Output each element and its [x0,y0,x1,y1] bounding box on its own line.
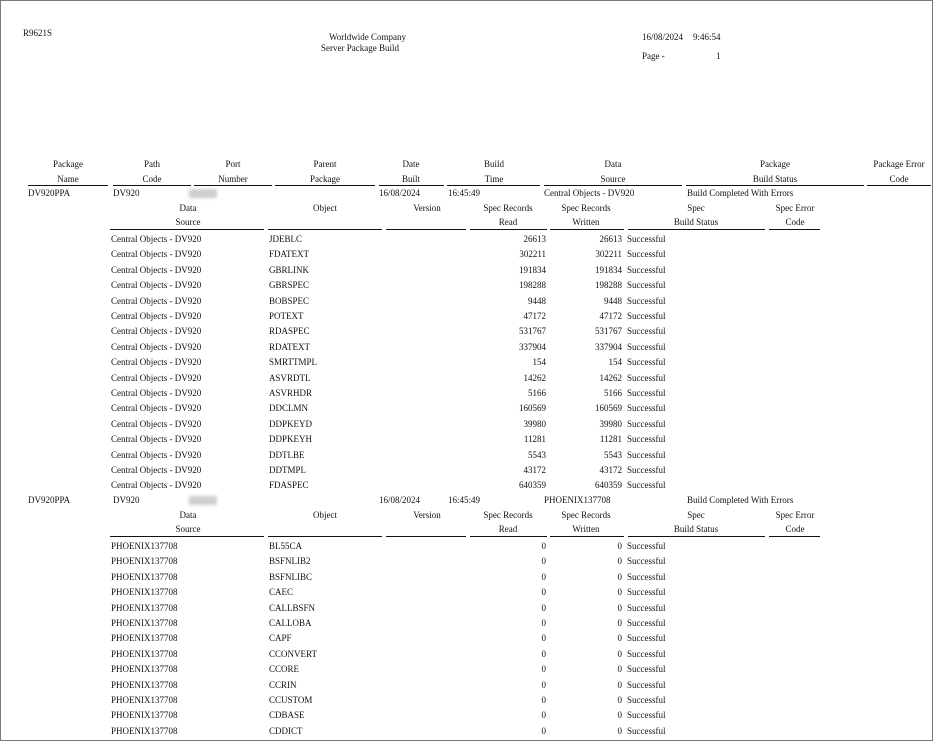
row-object: DDTLBE [269,450,305,460]
row-object: FDATEXT [269,249,309,259]
row-spec-written: 0 [617,587,622,597]
subheader-underline [628,229,765,230]
row-spec-written: 0 [617,680,622,690]
subheader-version: Version [413,203,441,213]
row-spec-written: 154 [608,357,622,367]
row-object: CDDICT [269,726,303,736]
row-spec-read: 9448 [528,296,546,306]
row-spec-written: 0 [617,649,622,659]
row-object: FDASPEC [269,480,309,490]
header-parent-package-line1: Parent [313,159,337,169]
row-spec-build-status: Successful [627,695,666,705]
header-underline [544,185,682,186]
subheader-spec-written-line1: Spec Records [561,510,611,520]
row-object: POTEXT [269,311,304,321]
row-object: BOBSPEC [269,296,310,306]
row-data-source: PHOENIX137708 [111,618,178,628]
row-data-source: Central Objects - DV920 [111,265,202,275]
row-spec-read: 302211 [519,249,546,259]
subheader-underline [110,536,264,537]
date-built: 16/08/2024 [379,188,421,198]
subheader-spec-read-line2: Read [498,524,518,534]
row-spec-build-status: Successful [627,234,666,244]
row-data-source: Central Objects - DV920 [111,450,202,460]
row-spec-build-status: Successful [627,342,666,352]
row-spec-build-status: Successful [627,465,666,475]
build-time: 16:45:49 [448,495,481,505]
row-data-source: Central Objects - DV920 [111,434,202,444]
row-spec-written: 0 [617,695,622,705]
row-spec-written: 302211 [595,249,622,259]
row-data-source: Central Objects - DV920 [111,373,202,383]
row-object: DDPKEYH [269,434,313,444]
subheader-version: Version [413,510,441,520]
row-spec-build-status: Successful [627,556,666,566]
row-spec-build-status: Successful [627,633,666,643]
header-path-code-line1: Path [143,159,160,169]
row-spec-read: 154 [532,357,546,367]
subheader-spec-build-status-line1: Spec [687,203,705,213]
header-date-built-line1: Date [402,159,420,169]
subheader-spec-build-status-line2: Build Status [673,524,719,534]
row-spec-written: 14262 [599,373,622,383]
row-spec-build-status: Successful [627,726,666,736]
row-object: BL55CA [269,541,303,551]
row-spec-read: 198288 [519,280,546,290]
row-spec-build-status: Successful [627,572,666,582]
row-data-source: PHOENIX137708 [111,603,178,613]
row-data-source: Central Objects - DV920 [111,419,202,429]
subheader-spec-read-line1: Spec Records [483,510,533,520]
row-spec-read: 47172 [523,311,546,321]
row-spec-read: 337904 [519,342,546,352]
row-spec-read: 0 [541,556,546,566]
subheader-underline [110,229,264,230]
header-underline [447,185,540,186]
subheader-underline [386,229,466,230]
row-object: CCORE [269,664,300,674]
row-object: CAEC [269,587,294,597]
subheader-underline [769,229,820,230]
row-data-source: Central Objects - DV920 [111,234,202,244]
row-data-source: Central Objects - DV920 [111,311,202,321]
row-object: SMRTTMPL [269,357,317,367]
header-date-built-line2: Built [401,174,420,184]
row-spec-build-status: Successful [627,603,666,613]
package-name: DV920PPA [28,188,71,198]
subheader-spec-build-status-line2: Build Status [673,217,719,227]
row-spec-build-status: Successful [627,311,666,321]
row-object: GBRSPEC [269,280,310,290]
row-data-source: Central Objects - DV920 [111,403,202,413]
row-spec-read: 0 [541,587,546,597]
row-data-source: PHOENIX137708 [111,726,178,736]
subheader-object: Object [313,510,337,520]
header-parent-package-line2: Package [310,174,340,184]
row-spec-build-status: Successful [627,710,666,720]
row-spec-read: 160569 [519,403,546,413]
header-path-code-line2: Code [142,174,162,184]
row-data-source: Central Objects - DV920 [111,326,202,336]
report-date: 16/08/2024 [642,32,684,42]
subheader-spec-written-line1: Spec Records [561,203,611,213]
row-object: ASVRDTL [269,373,311,383]
header-data-source-line1: Data [604,159,622,169]
subheader-spec-error-code-line2: Code [785,217,805,227]
row-spec-read: 640359 [519,480,546,490]
header-underline [379,185,444,186]
row-spec-build-status: Successful [627,403,666,413]
row-spec-build-status: Successful [627,480,666,490]
row-spec-read: 0 [541,710,546,720]
row-spec-build-status: Successful [627,450,666,460]
subheader-underline [628,536,765,537]
row-data-source: PHOENIX137708 [111,680,178,690]
header-package-name-line1: Package [53,159,83,169]
row-spec-written: 0 [617,710,622,720]
subheader-underline [550,229,624,230]
header-package-build-status-line2: Build Status [752,174,798,184]
row-object: CALLBSFN [269,603,316,613]
subheader-underline [268,229,382,230]
row-spec-build-status: Successful [627,419,666,429]
subheader-data-source-line1: Data [179,203,197,213]
row-spec-read: 0 [541,633,546,643]
row-data-source: Central Objects - DV920 [111,249,202,259]
subheader-object: Object [313,203,337,213]
row-spec-read: 43172 [523,465,546,475]
path-code: DV920 [113,188,140,198]
subheader-data-source-line2: Source [175,524,201,534]
row-data-source: PHOENIX137708 [111,695,178,705]
row-spec-read: 191834 [519,265,546,275]
row-spec-written: 0 [617,541,622,551]
row-spec-written: 5543 [604,450,622,460]
subheader-underline [769,536,820,537]
row-data-source: PHOENIX137708 [111,541,178,551]
row-data-source: Central Objects - DV920 [111,357,202,367]
row-spec-build-status: Successful [627,434,666,444]
row-spec-written: 26613 [599,234,622,244]
row-spec-read: 0 [541,680,546,690]
row-spec-read: 0 [541,618,546,628]
subheader-spec-error-code-line2: Code [785,524,805,534]
row-spec-read: 0 [541,603,546,613]
row-spec-build-status: Successful [627,373,666,383]
row-object: BSFNLIB2 [269,556,311,566]
row-object: CCRIN [269,680,297,690]
row-object: RDASPEC [269,326,310,336]
row-object: GBRLINK [269,265,309,275]
company-name: Worldwide Company [328,32,406,42]
subheader-underline [470,229,547,230]
row-spec-written: 47172 [599,311,622,321]
subheader-spec-build-status-line1: Spec [687,510,705,520]
port-number-redacted [189,496,217,505]
row-spec-build-status: Successful [627,296,666,306]
row-object: BSFNLIBC [269,572,313,582]
header-build-time-line2: Time [484,174,504,184]
report-title: Server Package Build [321,43,399,53]
row-data-source: Central Objects - DV920 [111,296,202,306]
row-spec-written: 9448 [604,296,622,306]
row-object: RDATEXT [269,342,310,352]
header-package-name-line2: Name [57,174,79,184]
row-object: CALLOBA [269,618,312,628]
build-time: 16:45:49 [448,188,481,198]
row-object: CAPF [269,633,292,643]
header-package-build-status-line1: Package [760,159,790,169]
row-spec-written: 640359 [595,480,622,490]
row-spec-read: 0 [541,572,546,582]
row-data-source: PHOENIX137708 [111,587,178,597]
row-spec-build-status: Successful [627,249,666,259]
path-code: DV920 [113,495,140,505]
row-data-source: PHOENIX137708 [111,556,178,566]
row-spec-read: 531767 [519,326,546,336]
row-spec-build-status: Successful [627,357,666,367]
row-data-source: Central Objects - DV920 [111,465,202,475]
row-spec-written: 0 [617,726,622,736]
row-spec-build-status: Successful [627,618,666,628]
date-built: 16/08/2024 [379,495,421,505]
row-spec-written: 198288 [595,280,622,290]
header-underline [113,185,191,186]
row-spec-read: 0 [541,726,546,736]
row-data-source: PHOENIX137708 [111,710,178,720]
row-spec-written: 160569 [595,403,622,413]
row-data-source: Central Objects - DV920 [111,342,202,352]
package-build-status: Build Completed With Errors [687,188,794,198]
row-data-source: PHOENIX137708 [111,572,178,582]
subheader-underline [386,536,466,537]
row-spec-written: 0 [617,556,622,566]
row-spec-read: 11281 [523,434,546,444]
row-spec-written: 531767 [595,326,622,336]
subheader-spec-error-code-line1: Spec Error [775,203,815,213]
page-label: Page - [642,51,665,61]
header-underline [275,185,375,186]
header-data-source-line2: Source [600,174,626,184]
header-build-time-line1: Build [483,159,504,169]
subheader-spec-error-code-line1: Spec Error [775,510,815,520]
row-spec-build-status: Successful [627,664,666,674]
header-underline [194,185,272,186]
row-spec-build-status: Successful [627,680,666,690]
row-spec-read: 14262 [523,373,546,383]
header-underline [686,185,864,186]
header-underline [867,185,931,186]
row-spec-written: 191834 [595,265,622,275]
row-spec-read: 0 [541,695,546,705]
subheader-underline [550,536,624,537]
header-underline [28,185,108,186]
row-spec-read: 5166 [528,388,546,398]
row-spec-read: 0 [541,664,546,674]
row-spec-read: 26613 [523,234,546,244]
row-spec-written: 0 [617,603,622,613]
header-package-error-code-line1: Package Error [873,159,925,169]
row-data-source: PHOENIX137708 [111,633,178,643]
row-spec-build-status: Successful [627,280,666,290]
row-spec-written: 0 [617,664,622,674]
header-package-error-code-line2: Code [889,174,909,184]
row-spec-read: 5543 [528,450,546,460]
data-source: Central Objects - DV920 [544,188,635,198]
subheader-underline [470,536,547,537]
row-spec-read: 0 [541,541,546,551]
row-spec-build-status: Successful [627,388,666,398]
report-id: R9621S [23,28,53,38]
row-data-source: PHOENIX137708 [111,649,178,659]
subheader-spec-written-line2: Written [572,217,600,227]
port-number-redacted [189,189,217,198]
row-object: CCONVERT [269,649,317,659]
row-spec-build-status: Successful [627,541,666,551]
row-object: DDTMPL [269,465,307,475]
row-data-source: Central Objects - DV920 [111,388,202,398]
row-object: JDEBLC [269,234,303,244]
row-spec-written: 43172 [599,465,622,475]
package-name: DV920PPA [28,495,71,505]
header-port-number-line1: Port [225,159,241,169]
row-data-source: Central Objects - DV920 [111,480,202,490]
row-spec-build-status: Successful [627,326,666,336]
subheader-underline [268,536,382,537]
row-data-source: PHOENIX137708 [111,664,178,674]
subheader-spec-written-line2: Written [572,524,600,534]
row-spec-build-status: Successful [627,265,666,275]
subheader-data-source-line1: Data [179,510,197,520]
row-spec-written: 0 [617,633,622,643]
row-object: DDPKEYD [269,419,313,429]
row-object: CCUSTOM [269,695,313,705]
row-spec-written: 5166 [604,388,622,398]
row-spec-written: 0 [617,572,622,582]
subheader-data-source-line2: Source [175,217,201,227]
row-spec-read: 0 [541,649,546,659]
row-spec-build-status: Successful [627,587,666,597]
row-spec-written: 39980 [599,419,622,429]
package-build-status: Build Completed With Errors [687,495,794,505]
report-time: 9:46:54 [693,32,721,42]
page-number: 1 [716,51,721,61]
row-spec-read: 39980 [523,419,546,429]
row-data-source: Central Objects - DV920 [111,280,202,290]
row-object: ASVRHDR [269,388,313,398]
subheader-spec-read-line1: Spec Records [483,203,533,213]
row-spec-build-status: Successful [627,649,666,659]
row-spec-written: 337904 [595,342,622,352]
row-object: CDBASE [269,710,305,720]
row-spec-written: 0 [617,618,622,628]
data-source: PHOENIX137708 [544,495,611,505]
subheader-spec-read-line2: Read [498,217,518,227]
row-spec-written: 11281 [599,434,622,444]
header-port-number-line2: Number [218,174,248,184]
row-object: DDCLMN [269,403,309,413]
